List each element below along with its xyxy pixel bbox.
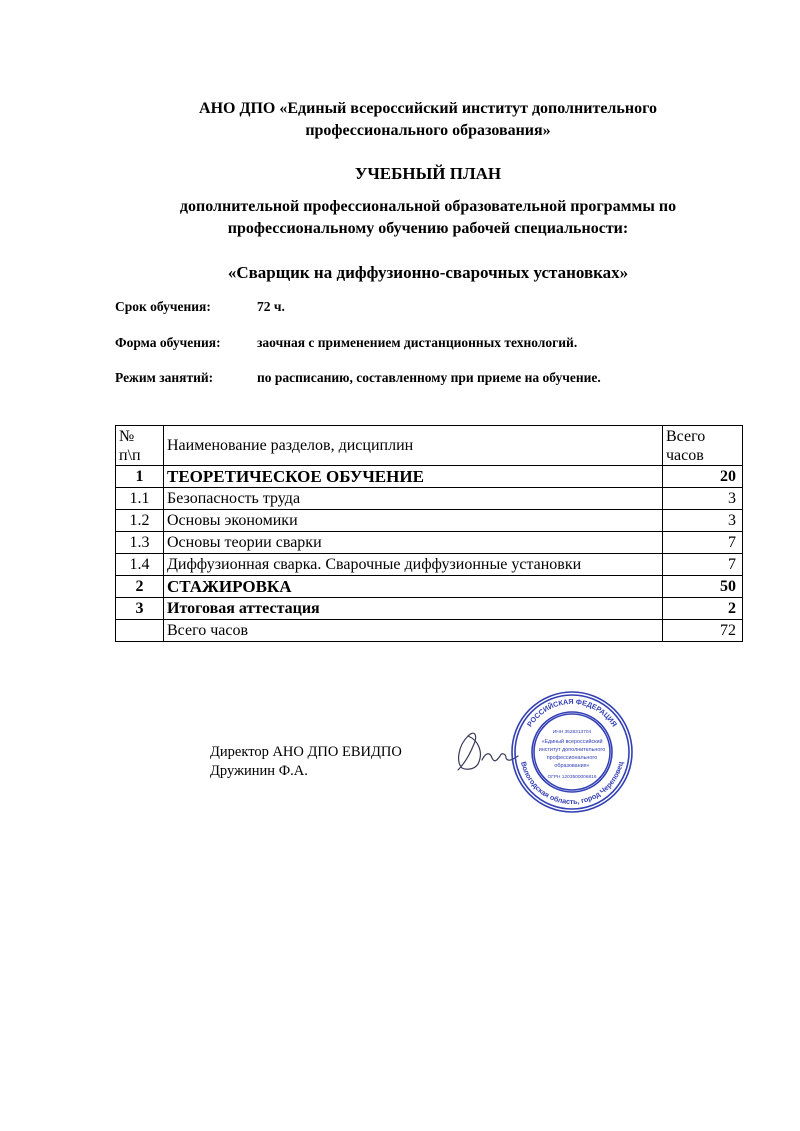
table-row [116, 532, 743, 554]
row-hours: 50 [663, 576, 743, 598]
header-name: Наименование разделов, дисциплин [164, 426, 663, 466]
header-num-line-1: № [119, 428, 135, 445]
table-row [116, 598, 743, 620]
row-hours: 7 [663, 532, 743, 554]
document-title: УЧЕБНЫЙ ПЛАН [354, 164, 502, 183]
row-num: 1.4 [116, 554, 164, 576]
row-num: 2 [116, 576, 164, 598]
row-num: 1.3 [116, 532, 164, 554]
table-row [116, 488, 743, 510]
table-header-row [116, 426, 743, 466]
form-label: Форма обучения: [115, 335, 221, 350]
document-subtitle [100, 196, 756, 240]
row-hours: 20 [663, 466, 743, 488]
header-num-line-2: п\п [119, 447, 141, 464]
table-row [116, 466, 743, 488]
table-row [116, 510, 743, 532]
schedule-label: Режим занятий: [115, 370, 214, 385]
row-name: Безопасность труда [164, 488, 663, 510]
official-stamp [510, 690, 634, 814]
stamp-outer-bottom: Вологодская область, город Череповец [519, 760, 625, 807]
curriculum-table [115, 425, 743, 642]
stamp-inn: ИНН 3528313704 [552, 730, 592, 735]
row-name: Диффузионная сварка. Сварочные диффузионные установки [164, 554, 663, 576]
row-name: Итоговая аттестация [164, 598, 663, 620]
duration-value: 72 ч. [257, 299, 285, 314]
stamp-ogrn: ОГРН 1203500006816 [547, 775, 597, 780]
subtitle-line-1: дополнительной профессиональной образовательной программы по [179, 198, 677, 215]
subtitle-line-2: профессиональному обучению рабочей специальности: [227, 220, 629, 237]
form-row [115, 334, 578, 352]
schedule-row [115, 369, 601, 387]
row-num: 3 [116, 598, 164, 620]
duration-label: Срок обучения: [115, 299, 211, 314]
row-hours: 7 [663, 554, 743, 576]
schedule-value: по расписанию, составленному при приеме на обучение. [257, 370, 601, 385]
stamp-inner-3: профессионального [546, 755, 598, 761]
row-hours: 2 [663, 598, 743, 620]
row-name: СТАЖИРОВКА [164, 576, 663, 598]
row-num [116, 620, 164, 642]
duration-row [115, 298, 285, 316]
stamp-outer-top: РОССИЙСКАЯ ФЕДЕРАЦИЯ [524, 696, 620, 729]
org-line-1: АНО ДПО «Единый всероссийский институт дополнительного [199, 100, 657, 117]
signature-block [210, 743, 402, 781]
header-hours [663, 426, 743, 466]
row-name: Основы экономики [164, 510, 663, 532]
stamp-inner-2: институт дополнительного [538, 747, 606, 753]
row-hours: 3 [663, 488, 743, 510]
signatory-name: Дружинин Ф.А. [210, 763, 308, 779]
table-row-total [116, 620, 743, 642]
row-name: Всего часов [164, 620, 663, 642]
program-name: «Сварщик на диффузионно-сварочных установках» [227, 263, 629, 282]
org-line-2: профессионального образования» [305, 122, 551, 139]
header-hours-line-2: часов [666, 446, 704, 464]
stamp-inner-4: образования» [554, 763, 590, 769]
organization-name [100, 98, 756, 142]
form-value: заочная с применением дистанционных технологий. [257, 335, 578, 350]
row-num: 1.1 [116, 488, 164, 510]
header-num [116, 426, 164, 466]
row-hours: 72 [663, 620, 743, 642]
header-hours-line-1: Всего [666, 427, 706, 445]
table-row [116, 554, 743, 576]
row-hours: 3 [663, 510, 743, 532]
row-name: Основы теории сварки [164, 532, 663, 554]
row-name: ТЕОРЕТИЧЕСКОЕ ОБУЧЕНИЕ [164, 466, 663, 488]
row-num: 1 [116, 466, 164, 488]
table-row [116, 576, 743, 598]
signatory-position: Директор АНО ДПО ЕВИДПО [210, 744, 402, 760]
stamp-inner-1: «Единый всероссийский [541, 739, 603, 745]
row-num: 1.2 [116, 510, 164, 532]
